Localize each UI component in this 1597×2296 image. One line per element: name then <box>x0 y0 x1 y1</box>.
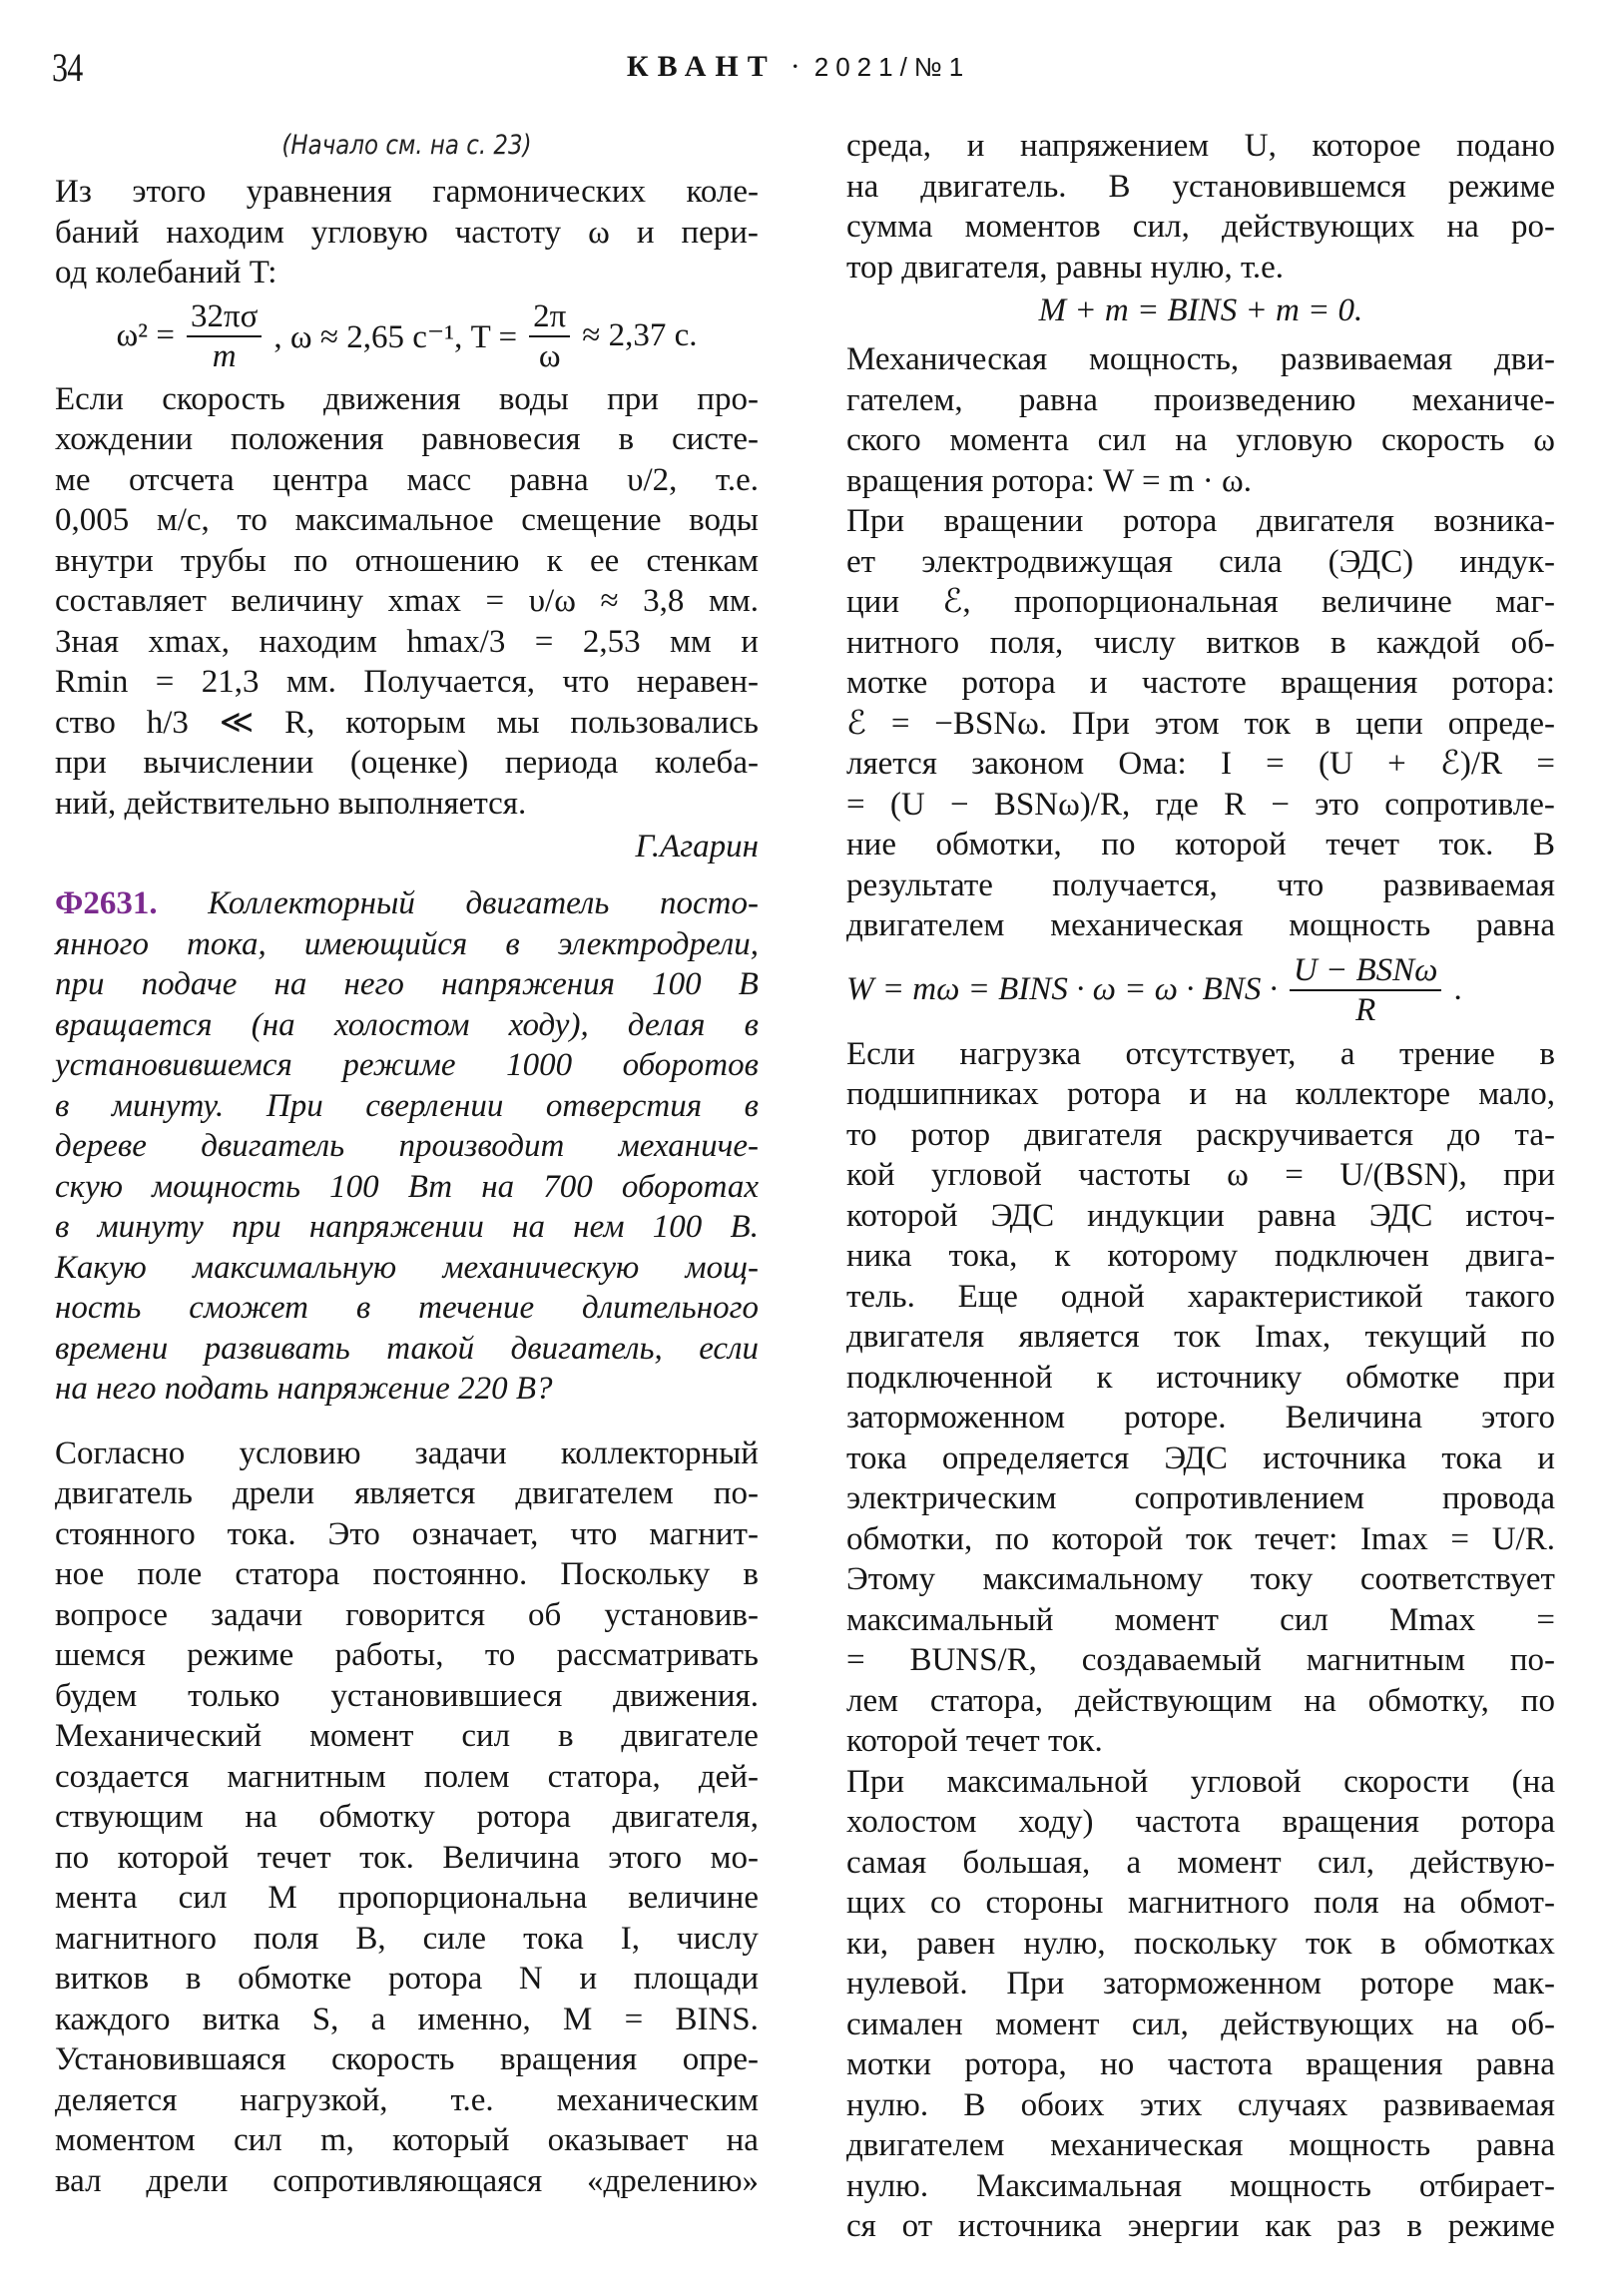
text-line: ℰ = −BSNω. При этом ток в цепи опреде- <box>846 705 1555 742</box>
text-line: ное поле статора постоянно. Поскольку в <box>55 1556 759 1592</box>
eq1-lhs: ω² = <box>116 317 175 353</box>
text-line: вопросе задачи говорится об установив- <box>55 1596 759 1633</box>
text-line: вращается (на холостом ходу), делая в <box>55 1006 759 1043</box>
text-line: Ф2631. Коллекторный двигатель посто- <box>55 883 759 924</box>
paragraph-mech-power <box>846 339 1555 501</box>
text-line: холостом ходу) частота вращения ротора <box>846 1804 1555 1840</box>
text-line: то ротор двигателя раскручивается до та- <box>846 1116 1555 1153</box>
text-line: ме отсчета центра масс равна υ/2, т.е. <box>55 461 759 498</box>
text-line: ность сможет в течение длительного <box>55 1290 759 1326</box>
text-line: тока определяется ЭДС источника тока и <box>846 1439 1555 1476</box>
continuation-note: (Начало см. на с. 23) <box>281 130 532 161</box>
text-line: Механический момент сил в двигателе <box>55 1718 759 1754</box>
text-line: на двигатель. В установившемся режиме <box>846 168 1555 205</box>
text-line: по которой течет ток. Величина этого мо- <box>55 1839 759 1876</box>
text-line: При максимальной угловой скорости (на <box>846 1763 1555 1800</box>
text-line: Из этого уравнения гармонических коле- <box>55 174 759 210</box>
text-line: стоянного тока. Это означает, что магнит- <box>55 1515 759 1552</box>
text-line: ки, равен нулю, поскольку ток в обмотках <box>846 1925 1555 1962</box>
text-line: мента сил M пропорциональна величине <box>55 1880 759 1916</box>
text-line: Механическая мощность, развиваемая дви- <box>846 341 1555 377</box>
text-line: двигателем механическая мощность равна <box>846 907 1555 943</box>
text-line: которой течет ток. <box>846 1723 1103 1759</box>
paragraph-intro <box>55 172 759 293</box>
text-line: подключенной к источнику обмотке при <box>846 1359 1555 1396</box>
text-line: хождении положения равновесия в систе- <box>55 421 759 457</box>
text-line: 0,005 м/с, то максимальное смещение воды <box>55 502 759 538</box>
text-line: од колебаний T: <box>55 255 277 290</box>
text-line: мотке ротора и частоте вращения ротора: <box>846 665 1555 701</box>
text-line: ствующим на обмотку ротора двигателя, <box>55 1799 759 1835</box>
running-head <box>0 50 1597 84</box>
text-line: каждого витка S, а именно, M = BINS. <box>55 2001 759 2037</box>
text-line: кой угловой частоты ω = U/(BSN), при <box>846 1157 1555 1193</box>
text-line: нулю. Максимальная мощность отбирает- <box>846 2167 1555 2204</box>
text-line: двигателя является ток Imax, текущий по <box>846 1319 1555 1355</box>
text-line: ского момента сил на угловую скорость ω <box>846 422 1555 458</box>
header-separator: · <box>790 50 800 83</box>
text-line: максимальный момент сил Mmax = <box>846 1601 1555 1638</box>
paragraph-max-power <box>846 1762 1555 2247</box>
text-line: витков в обмотке ротора N и площади <box>55 1961 759 1997</box>
problem-statement <box>55 883 759 1410</box>
text-line: ляется законом Ома: I = (U + ℰ)/R = <box>846 746 1555 782</box>
right-column <box>846 126 1555 2247</box>
text-line: гателем, равна произведению механиче- <box>846 381 1555 418</box>
text-line: тор двигателя, равны нулю, т.е. <box>846 249 1285 286</box>
text-line: установившемся режиме 1000 оборотов <box>55 1047 759 1083</box>
text-line: заторможенном роторе. Величина этого <box>846 1400 1555 1435</box>
text-line: янного тока, имеющийся в электродрели, <box>55 925 759 962</box>
text-line: ние обмотки, по которой течет ток. В <box>846 827 1555 862</box>
text-line: моментом сил m, который оказывает на <box>55 2122 759 2158</box>
text-line: Какую максимальную механическую мощ- <box>55 1249 759 1286</box>
text-line: Согласно условию задачи коллекторный <box>55 1435 759 1471</box>
text-line: на него подать напряжение 220 В? <box>55 1371 553 1407</box>
text-line: При вращении ротора двигателя возника- <box>846 503 1555 539</box>
text-line: Если нагрузка отсутствует, а трение в <box>846 1035 1555 1072</box>
text-line: двигатель дрели является двигателем по- <box>55 1475 759 1511</box>
text-line: шемся режиме работы, то рассматривать <box>55 1637 759 1673</box>
text-line: внутри трубы по отношению к ее стенкам <box>55 542 759 579</box>
text-line: нулю. В обоих этих случаях развиваемая <box>846 2086 1555 2123</box>
journal-title: КВАНТ <box>626 50 777 83</box>
text-line: Этому максимальному току соответствует <box>846 1561 1555 1597</box>
text-line: ции ℰ, пропорциональная величине маг- <box>846 584 1555 620</box>
text-line: в минуту при напряжении на нем 100 В. <box>55 1209 759 1245</box>
text-line: тель. Еще одной характеристикой такого <box>846 1278 1555 1315</box>
text-line: сумма моментов сил, действующих на ро- <box>846 209 1555 245</box>
text-line: в минуту. При сверлении отверстия в <box>55 1087 759 1124</box>
text-line: которой ЭДС индукции равна ЭДС источ- <box>846 1197 1555 1234</box>
eq3-frac-num: U − BSNω <box>1290 951 1442 991</box>
eq1-mid: , ω ≈ 2,65 с⁻¹, T = <box>273 318 518 355</box>
left-column <box>55 126 759 2201</box>
text-line: Если скорость движения воды при про- <box>55 380 759 417</box>
text-line: магнитного поля B, силе тока I, числу <box>55 1920 759 1957</box>
solution-paragraph <box>55 1434 759 2202</box>
text-line: Rmin = 21,3 мм. Получается, что неравен- <box>55 664 759 700</box>
eq1-rhs: ≈ 2,37 с. <box>582 317 698 353</box>
text-line: скую мощность 100 Вт на 700 оборотах <box>55 1168 759 1205</box>
text-line: нулевой. При заторможенном роторе мак- <box>846 1966 1555 2002</box>
text-line: результате получается, что развиваемая <box>846 866 1555 903</box>
text-line: составляет величину xmax = υ/ω ≈ 3,8 мм. <box>55 583 759 619</box>
issue-number: 2021/№1 <box>813 52 971 82</box>
text-line: будем только установившиеся движения. <box>55 1677 759 1714</box>
text-line: ет электродвижущая сила (ЭДС) индук- <box>846 543 1555 580</box>
eq1-fraction-1 <box>187 297 262 375</box>
text-line: вал дрели сопротивляющаяся «дрелению» <box>55 2162 759 2199</box>
text-line: = (U − BSNω)/R, где R − это сопротивле- <box>846 786 1555 823</box>
text-line: лем статора, действующим на обмотку, по <box>846 1682 1555 1719</box>
eq1-fraction-2 <box>529 297 570 375</box>
eq1-frac2-den: ω <box>538 337 561 374</box>
text-line: нитного поля, числу витков в каждой об- <box>846 624 1555 661</box>
text-line: вращения ротора: W = m · ω. <box>846 462 1252 499</box>
problem-number: Ф2631. <box>55 885 158 921</box>
text-line: подшипниках ротора и на коллекторе мало, <box>846 1076 1555 1112</box>
text-line: щих со стороны магнитного поля на обмот- <box>846 1885 1555 1921</box>
eq1-frac1-den: m <box>212 337 237 374</box>
paragraph-emf <box>846 501 1555 946</box>
text-line: при подаче на него напряжения 100 В <box>55 966 759 1002</box>
eq3-fraction <box>1290 951 1442 1029</box>
text-line: при вычислении (оценке) периода колеба- <box>55 745 759 781</box>
paragraph-no-load <box>846 1034 1555 1762</box>
equation-power <box>846 946 1555 1034</box>
page-number: 34 <box>52 45 83 90</box>
text-line: создается магнитным полем статора, дей- <box>55 1758 759 1795</box>
text-line: баний находим угловую частоту ω и пери- <box>55 214 759 251</box>
text-line: электрическим сопротивлением провода <box>846 1480 1555 1516</box>
text-line: обмотки, по которой ток течет: Imax = U/R. <box>846 1520 1555 1557</box>
text-line: времени развивать такой двигатель, если <box>55 1330 759 1367</box>
text-line: мотки ротора, но частота вращения равна <box>846 2046 1555 2082</box>
eq3-frac-den: R <box>1355 991 1376 1028</box>
paragraph-displacement <box>55 379 759 825</box>
text-line: деляется нагрузкой, т.е. механическим <box>55 2081 759 2118</box>
author-signature: Г.Агарин <box>635 829 759 864</box>
equation-omega-period <box>55 293 759 379</box>
text-line: самая большая, а момент сил, действую- <box>846 1844 1555 1881</box>
eq1-frac2-num: 2π <box>529 297 570 337</box>
eq1-frac1-num: 32πσ <box>187 297 262 337</box>
text-line: двигателем механическая мощность равна <box>846 2127 1555 2163</box>
equation-moment-balance: M + m = BINS + m = 0. <box>1038 291 1363 328</box>
text-line: среда, и напряжением U, которое подано <box>846 128 1555 164</box>
text-line: симален момент сил, действующих на об- <box>846 2006 1555 2042</box>
text-line: ний, действительно выполняется. <box>55 785 527 822</box>
eq3-end: . <box>1453 971 1462 1007</box>
text-line: = BUNS/R, создаваемый магнитным по- <box>846 1642 1555 1678</box>
text-line: ника тока, к которому подключен двига- <box>846 1238 1555 1274</box>
text-line: дереве двигатель производит механиче- <box>55 1128 759 1164</box>
paragraph-steady-state <box>846 126 1555 287</box>
text-line: Установившаяся скорость вращения опре- <box>55 2041 759 2077</box>
text-line: Зная xmax, находим hmax/3 = 2,53 мм и <box>55 623 759 660</box>
text-line: ство h/3 ≪ R, которым мы пользовались <box>55 704 759 741</box>
eq3-lhs: W = mω = BINS · ω = ω · BNS · <box>846 971 1278 1007</box>
text-line: ся от источника энергии как раз в режиме <box>846 2208 1555 2244</box>
